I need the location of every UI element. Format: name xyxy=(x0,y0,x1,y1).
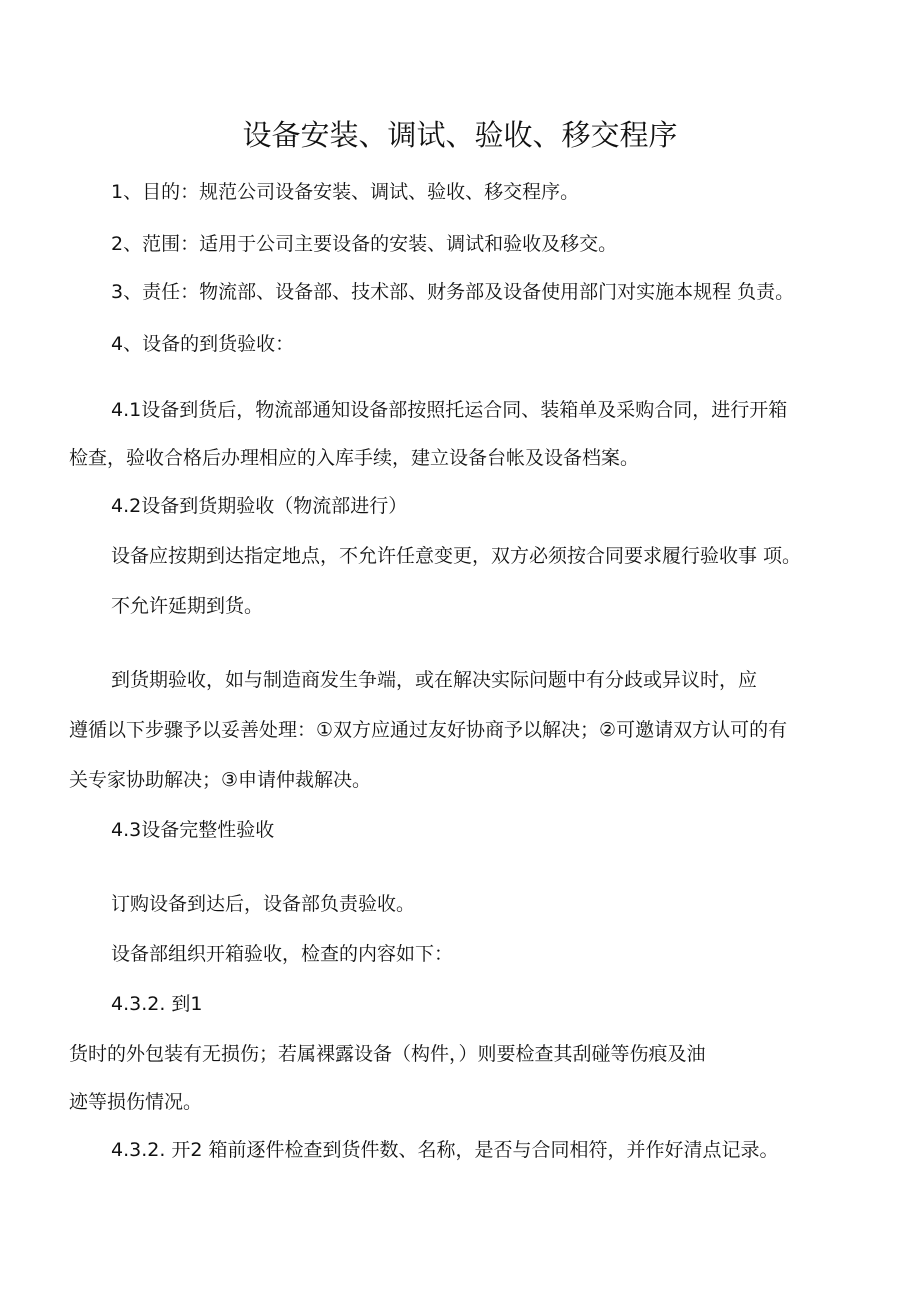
paragraph-line: 遵循以下步骤予以妥善处理：①双方应通过友好协商予以解决；②可邀请双方认可的有 xyxy=(69,719,788,741)
paragraph-line: 4.3.2. 开2 箱前逐件检查到货件数、名称，是否与合同相符，并作好清点记录。 xyxy=(111,1139,779,1161)
paragraph-line: 到货期验收，如与制造商发生争端，或在解决实际问题中有分歧或异议时，应 xyxy=(111,669,758,691)
paragraph-line: 设备部组织开箱验收，检查的内容如下： xyxy=(111,943,454,965)
paragraph-line: 关专家协助解决；③申请仲裁解决。 xyxy=(69,769,372,791)
paragraph-line: 4、设备的到货验收： xyxy=(111,333,295,355)
paragraph-line: 迹等损伤情况。 xyxy=(69,1091,203,1113)
paragraph-line: 2、范围：适用于公司主要设备的安装、调试和验收及移交。 xyxy=(111,233,618,255)
paragraph-line: 订购设备到达后，设备部负责验收。 xyxy=(111,893,416,915)
paragraph-line: 1、目的：规范公司设备安装、调试、验收、移交程序。 xyxy=(111,181,580,203)
paragraph-line: 不允许延期到货。 xyxy=(111,595,264,617)
paragraph-line: 检查，验收合格后办理相应的入库手续，建立设备台帐及设备档案。 xyxy=(69,447,640,469)
paragraph-line: 设备应按期到达指定地点，不允许任意变更，双方必须按合同要求履行验收事 项。 xyxy=(111,545,802,567)
paragraph-line: 4.3设备完整性验收 xyxy=(111,819,275,841)
paragraph-line: 4.1设备到货后，物流部通知设备部按照托运合同、装箱单及采购合同，进行开箱 xyxy=(111,399,788,421)
paragraph-line: 3、责任：物流部、设备部、技术部、财务部及设备使用部门对实施本规程 负责。 xyxy=(111,281,795,303)
paragraph-line: 货时的外包装有无损伤；若属裸露设备（构件，）则要检查其刮碰等伤痕及油 xyxy=(69,1043,706,1065)
paragraph-line: 4.3.2. 到1 xyxy=(111,993,203,1015)
paragraph-line: 4.2设备到货期验收（物流部进行） xyxy=(111,495,408,517)
document-title: 设备安装、调试、验收、移交程序 xyxy=(242,118,678,152)
